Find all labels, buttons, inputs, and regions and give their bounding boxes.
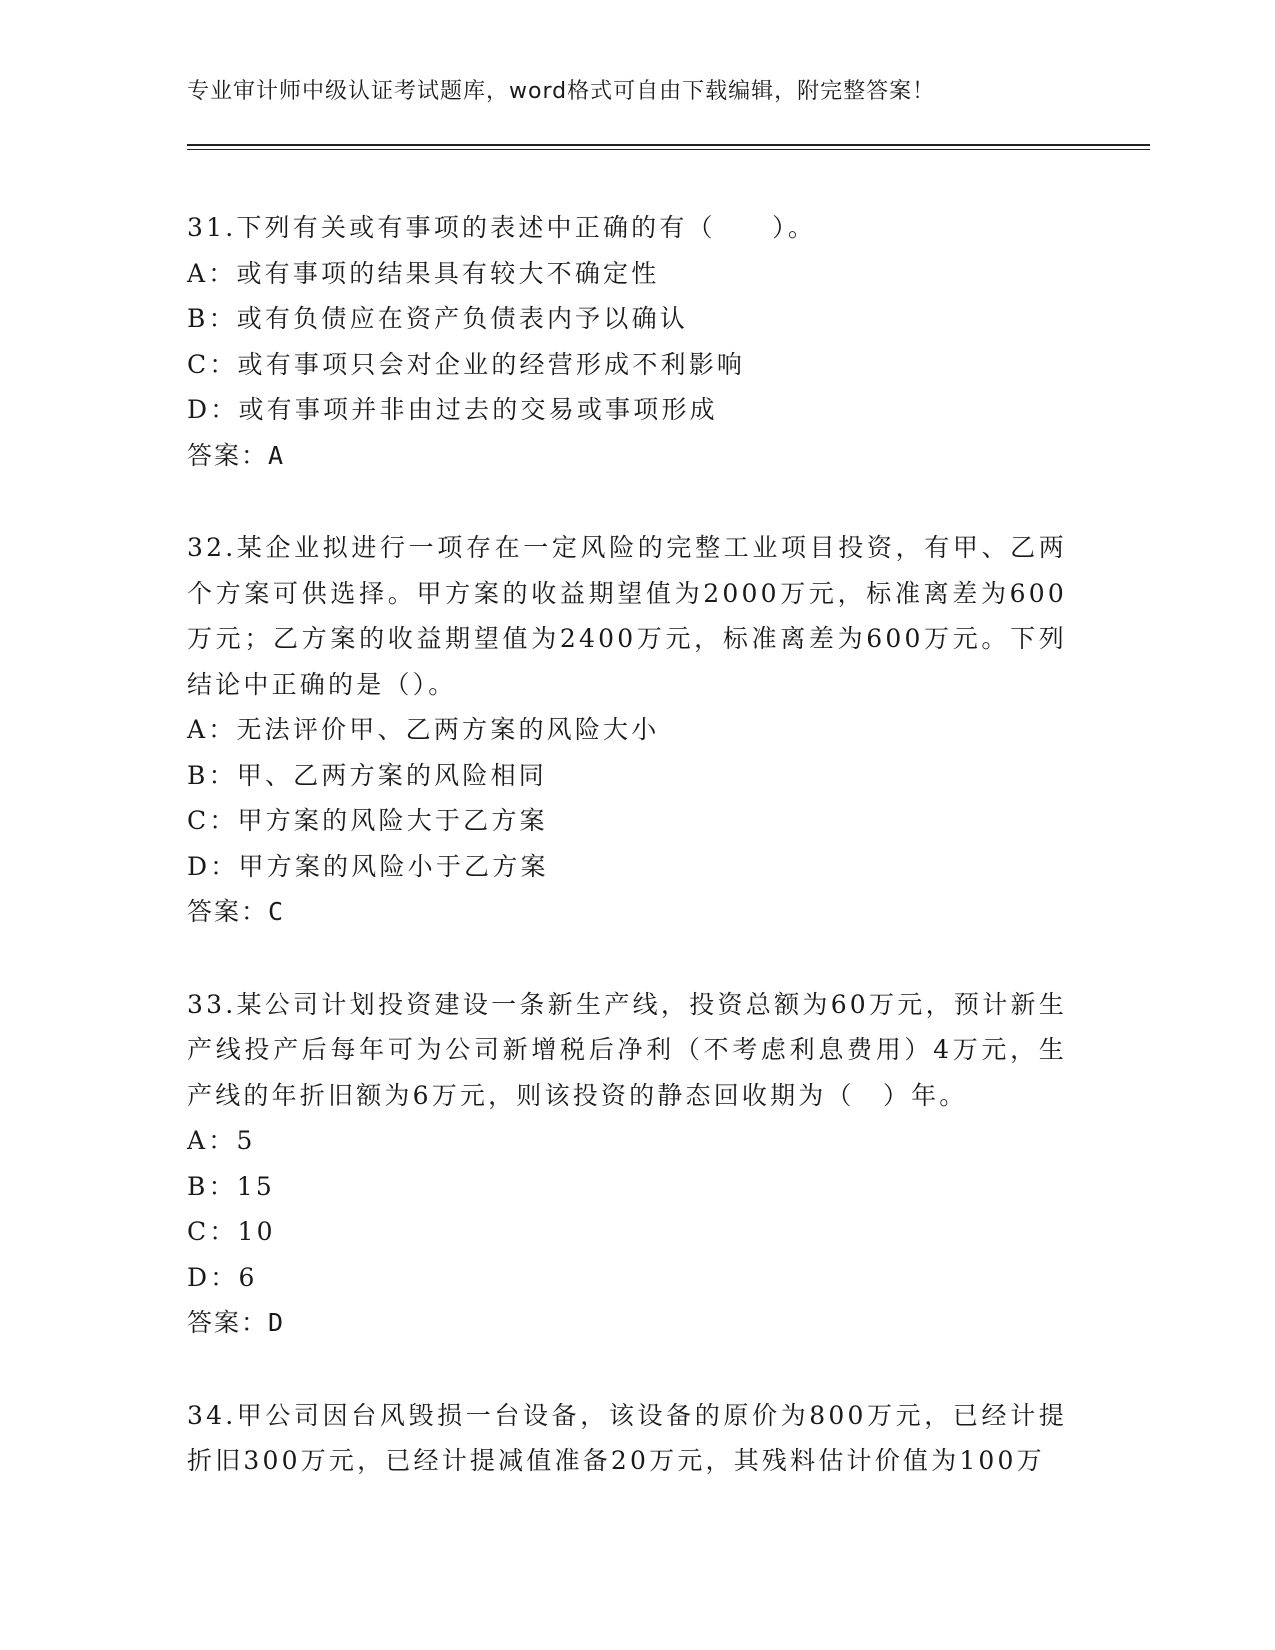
answer-line — [187, 889, 1067, 935]
option-d: D：甲方案的风险小于乙方案 — [187, 851, 549, 881]
question-list — [187, 205, 1067, 1531]
page-header: 专业审计师中级认证考试题库，word格式可自由下载编辑，附完整答案！ — [187, 79, 936, 104]
option-d: D：或有事项并非由过去的交易或事项形成 — [187, 395, 718, 424]
question-32 — [187, 525, 1067, 935]
header-rule-thin — [187, 149, 1150, 150]
question-text: 33.某公司计划投资建设一条新生产线，投资总额为60万元，预计新生产线投产后每年可为公司新增税后净利（不考虑利息费用）4万元，生产线的年折旧额为6万元，则该投资的静态回收期为（ ）年。 — [187, 989, 1067, 1110]
question-33 — [187, 982, 1067, 1346]
answer-line — [187, 1300, 1067, 1346]
option-c: C：甲方案的风险大于乙方案 — [187, 806, 548, 835]
answer-value: A — [268, 440, 286, 470]
option-b: B：15 — [187, 1171, 275, 1201]
option-c: C：或有事项只会对企业的经营形成不利影响 — [187, 349, 746, 379]
answer-value: C — [268, 897, 286, 926]
answer-label: 答案： — [187, 1308, 269, 1337]
question-31 — [187, 205, 1067, 478]
question-text: 31.下列有关或有事项的表述中正确的有（ ）。 — [187, 213, 817, 242]
question-34 — [187, 1393, 1067, 1484]
option-b: B：甲、乙两方案的风险相同 — [187, 760, 547, 790]
question-text: 32.某企业拟进行一项存在一定风险的完整工业项目投资，有甲、乙两个方案可供选择。甲方案的收益期望值为2000万元，标准离差为600万元；乙方案的收益期望值为2400万元，标准离差为600万元。下列结论中正确的是（）。 — [187, 533, 1067, 699]
header-rule — [187, 144, 1150, 146]
answer-value: D — [268, 1308, 286, 1337]
option-d: D：6 — [187, 1262, 258, 1292]
option-a: A：5 — [187, 1126, 256, 1155]
answer-label: 答案： — [187, 440, 269, 470]
answer-label: 答案： — [187, 897, 269, 926]
question-text: 34.甲公司因台风毁损一台设备，该设备的原价为800万元，已经计提折旧300万元，已经计提减值准备20万元，其残料估计价值为100万 — [187, 1400, 1067, 1475]
answer-line — [187, 433, 1067, 479]
option-a: A：无法评价甲、乙两方案的风险大小 — [187, 715, 660, 744]
option-a: A：或有事项的结果具有较大不确定性 — [187, 258, 660, 288]
option-b: B：或有负债应在资产负债表内予以确认 — [187, 304, 688, 333]
option-c: C：10 — [187, 1217, 276, 1246]
